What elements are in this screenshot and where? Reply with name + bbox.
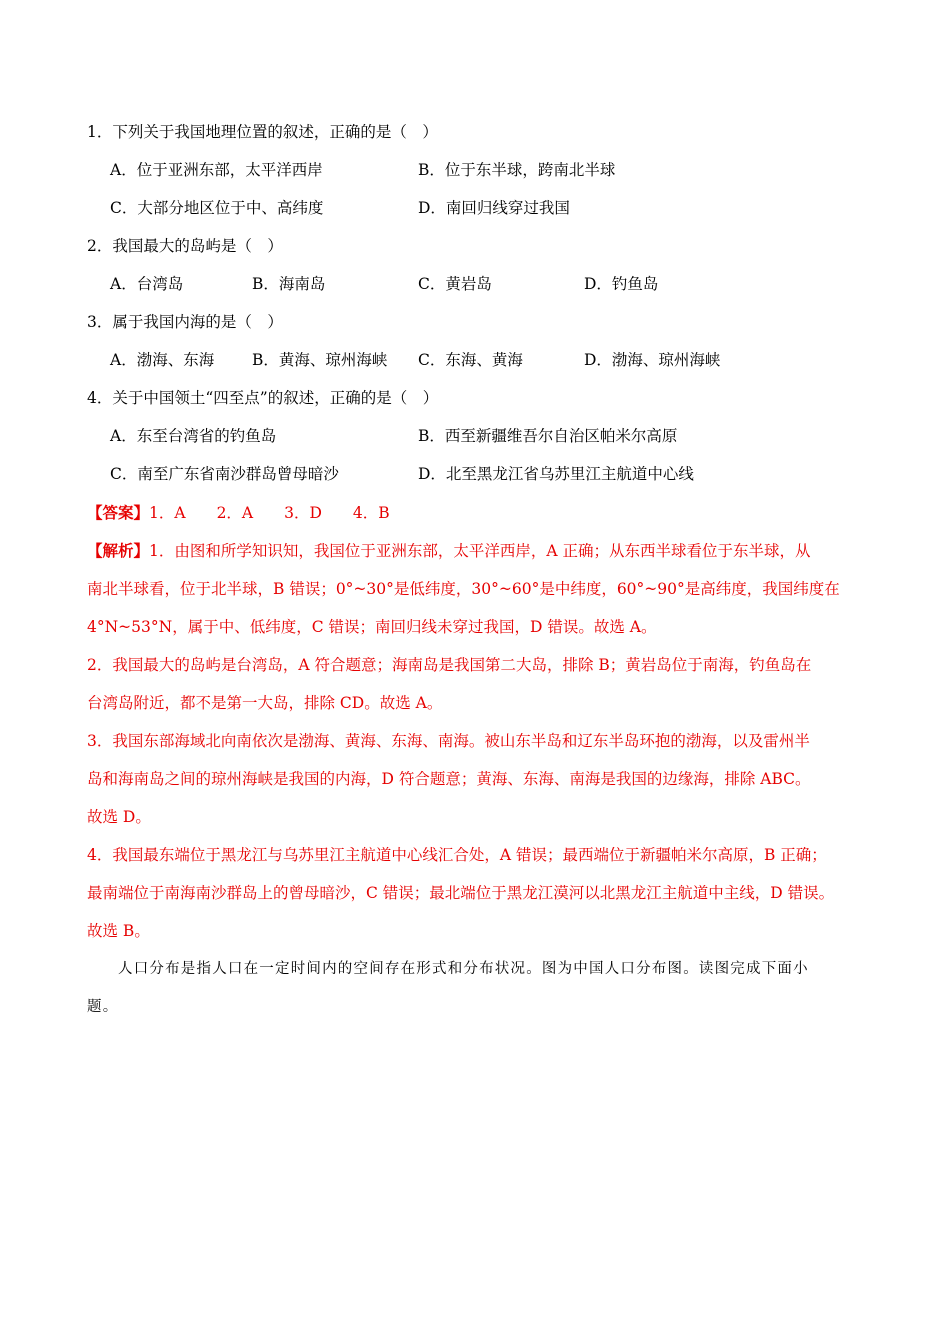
analysis-tag: 【解析】 (87, 541, 150, 560)
question-4-option-c: C．南至广东省南沙群岛曾母暗沙 (110, 465, 339, 483)
question-1-stem: 1．下列关于我国地理位置的叙述，正确的是（ ） (87, 123, 438, 141)
analysis-line-1 (87, 540, 811, 562)
analysis-line-4: 2．我国最大的岛屿是台湾岛，A 符合题意；海南岛是我国第二大岛，排除 B；黄岩岛位于南海，钓鱼岛在 (87, 656, 812, 674)
answer-text: 1．A 2．A 3．D 4．B (149, 504, 390, 522)
question-2-option-a: A．台湾岛 (110, 275, 184, 293)
question-1-option-a: A．位于亚洲东部，太平洋西岸 (110, 161, 323, 179)
analysis-text: 1．由图和所学知识知，我国位于亚洲东部，太平洋西岸，A 正确；从东西半球看位于东半球，从 (149, 542, 811, 560)
question-1-option-b: B．位于东半球，跨南北半球 (418, 161, 616, 179)
question-2-option-d: D．钓鱼岛 (584, 275, 659, 293)
question-2-option-b: B．海南岛 (252, 275, 326, 293)
question-3-option-a: A．渤海、东海 (110, 351, 215, 369)
question-3-stem: 3．属于我国内海的是（ ） (87, 313, 283, 331)
intro-line-1: 人口分布是指人口在一定时间内的空间存在形式和分布状况。图为中国人口分布图。读图完成下面小 (118, 961, 809, 977)
analysis-line-8: 故选 D。 (87, 808, 151, 826)
analysis-line-10: 最南端位于南海南沙群岛上的曾母暗沙，C 错误；最北端位于黑龙江漠河以北黑龙江主航道中主线，D 错误。 (87, 884, 835, 902)
question-1-option-d: D．南回归线穿过我国 (418, 199, 570, 217)
analysis-line-2: 南北半球看，位于北半球，B 错误；0°~30°是低纬度，30°~60°是中纬度，60°~90°是高纬度，我国纬度在 (87, 580, 840, 598)
analysis-line-9: 4．我国最东端位于黑龙江与乌苏里江主航道中心线汇合处，A 错误；最西端位于新疆帕米尔高原，B 正确； (87, 846, 827, 864)
question-1-option-c: C．大部分地区位于中、高纬度 (110, 199, 324, 217)
analysis-line-6: 3．我国东部海域北向南依次是渤海、黄海、东海、南海。被山东半岛和辽东半岛环抱的渤海，以及雷州半 (87, 732, 810, 750)
question-4-option-d: D．北至黑龙江省乌苏里江主航道中心线 (418, 465, 694, 483)
analysis-line-5: 台湾岛附近，都不是第一大岛，排除 CD。故选 A。 (87, 694, 443, 712)
question-4-option-a: A．东至台湾省的钓鱼岛 (110, 427, 277, 445)
analysis-line-7: 岛和海南岛之间的琼州海峡是我国的内海，D 符合题意；黄海、东海、南海是我国的边缘海，排除 ABC。 (87, 770, 811, 788)
answer-tag: 【答案】 (87, 503, 150, 522)
question-2-stem: 2．我国最大的岛屿是（ ） (87, 237, 283, 255)
intro-line-2: 题。 (87, 999, 119, 1015)
question-3-option-d: D．渤海、琼州海峡 (584, 351, 721, 369)
question-3-option-b: B．黄海、琼州海峡 (252, 351, 388, 369)
question-4-stem: 4．关于中国领土“四至点”的叙述，正确的是（ ） (87, 389, 439, 407)
analysis-line-3: 4°N~53°N，属于中、低纬度，C 错误；南回归线未穿过我国，D 错误。故选 A。 (87, 618, 657, 636)
question-3-option-c: C．东海、黄海 (418, 351, 523, 369)
question-4-option-b: B．西至新疆维吾尔自治区帕米尔高原 (418, 427, 678, 445)
answer-line (87, 502, 390, 524)
analysis-line-11: 故选 B。 (87, 922, 150, 940)
question-2-option-c: C．黄岩岛 (418, 275, 492, 293)
